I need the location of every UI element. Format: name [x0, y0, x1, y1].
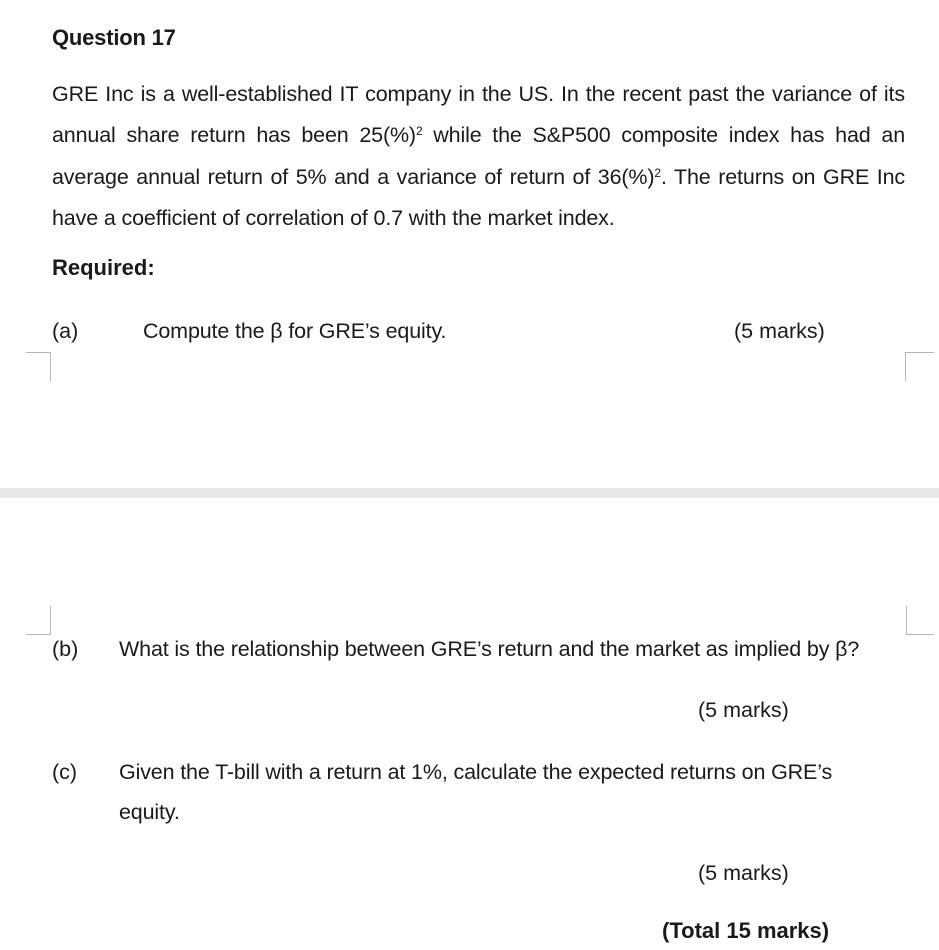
- part-b-text: What is the relationship between GRE’s return and the market as implied by β?: [119, 637, 860, 661]
- part-a-marks: (5 marks): [734, 319, 825, 343]
- page-corner-mark-top-right: [905, 352, 934, 381]
- part-b-label: (b): [52, 637, 79, 661]
- page-corner-mark-bottom-right: [906, 606, 934, 635]
- question-stem: [52, 74, 905, 239]
- required-heading: Required:: [52, 255, 155, 280]
- part-c-label: (c): [52, 760, 78, 784]
- stem-superscript-1: 2: [415, 124, 423, 139]
- stem-text-2: while the S&P500 composite index has had an average annual return of 5% and a variance of return of 36(%): [52, 123, 905, 189]
- total-marks: (Total 15 marks): [662, 918, 830, 943]
- part-c-text-line2: equity.: [119, 800, 180, 824]
- part-a-label: (a): [52, 319, 79, 343]
- question-title: Question 17: [52, 25, 176, 50]
- part-c-marks: (5 marks): [698, 861, 789, 885]
- part-c-text-line1: Given the T-bill with a return at 1%, calculate the expected returns on GRE’s: [119, 760, 833, 784]
- stem-text-3: . The returns on GRE Inc have a coefficient of correlation of 0.7 with the market index.: [52, 164, 905, 230]
- page-corner-mark-top-left: [26, 352, 51, 381]
- part-a-text: Compute the β for GRE’s equity.: [143, 319, 447, 343]
- stem-text-1: GRE Inc is a well-established IT company in the US. In the recent past the variance of its annual share return has been 25(%): [52, 82, 905, 148]
- part-b-marks: (5 marks): [698, 698, 789, 722]
- page-break: [0, 488, 939, 498]
- stem-superscript-2: 2: [654, 165, 661, 180]
- page-corner-mark-bottom-left: [26, 606, 51, 635]
